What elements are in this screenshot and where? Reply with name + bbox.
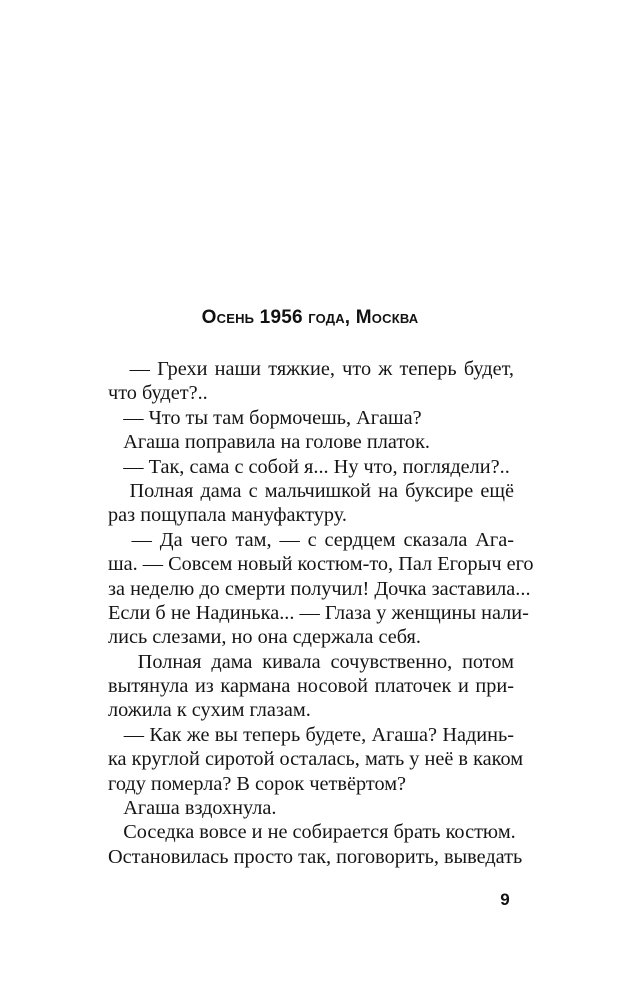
text-line: — Как же вы теперь будете, Агаша? Надинь- bbox=[108, 723, 514, 746]
page-number: 9 bbox=[500, 890, 510, 909]
text-line: лись слезами, но она сдержала себя. bbox=[108, 626, 421, 649]
text-line: — Так, сама с собой я... Ну что, поглядели?.. bbox=[108, 455, 510, 478]
text-line: — Что ты там бормочешь, Агаша? bbox=[108, 406, 422, 429]
text-line: за неделю до смерти получил! Дочка заставила... bbox=[108, 577, 531, 600]
chapter-title: Осень 1956 года, Москва bbox=[201, 307, 419, 328]
text-line: вытянула из кармана носовой платочек и при- bbox=[108, 675, 514, 698]
text-line: ложила к сухим глазам. bbox=[108, 699, 311, 722]
text-line: раз пощупала мануфактуру. bbox=[108, 504, 347, 527]
text-line: ка круглой сиротой осталась, мать у неё в каком bbox=[108, 748, 524, 771]
text-line: Полная дама кивала сочувственно, потом bbox=[108, 650, 514, 673]
text-line: Остановилась просто так, поговорить, выведать bbox=[108, 845, 523, 868]
text-line: году померла? В сорок четвёртом? bbox=[108, 772, 407, 795]
text-line: — Да чего там, — с сердцем сказала Ага- bbox=[108, 528, 514, 551]
text-line: что будет?.. bbox=[108, 382, 208, 405]
text-line: Агаша поправила на голове платок. bbox=[108, 431, 430, 454]
text-line: Соседка вовсе и не собирается брать костюм. bbox=[108, 821, 516, 844]
text-line: Полная дама с мальчишкой на буксире ещё bbox=[108, 479, 514, 502]
body-text bbox=[108, 357, 534, 869]
text-line: — Грехи наши тяжкие, что ж теперь будет, bbox=[108, 358, 514, 380]
text-line: Агаша вздохнула. bbox=[108, 797, 277, 820]
text-line: Если б не Надинька... — Глаза у женщины нали- bbox=[108, 601, 529, 624]
text-line: ша. — Совсем новый костюм-то, Пал Егорыч его bbox=[108, 553, 534, 576]
